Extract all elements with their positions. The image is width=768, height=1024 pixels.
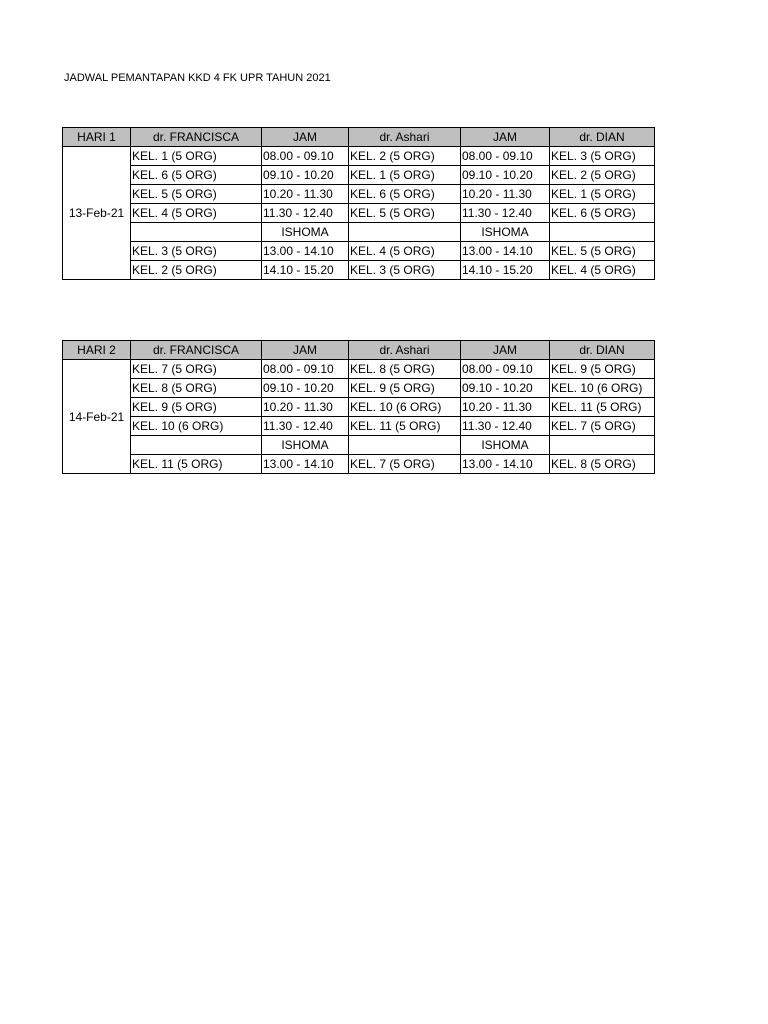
header-time-2: JAM [461,128,550,147]
time-cell: 10.20 - 11.30 [461,398,550,417]
group-cell: KEL. 6 (5 ORG) [550,204,655,223]
group-cell: KEL. 7 (5 ORG) [550,417,655,436]
table-row [63,455,655,474]
header-doctor-1: dr. FRANCISCA [131,128,262,147]
group-cell: KEL. 9 (5 ORG) [349,379,461,398]
empty-cell [131,436,262,455]
break-label: ISHOMA [461,223,550,242]
group-cell: KEL. 3 (5 ORG) [550,147,655,166]
table-row [63,360,655,379]
empty-cell [131,223,262,242]
header-doctor-3: dr. DIAN [550,341,655,360]
group-cell: KEL. 5 (5 ORG) [349,204,461,223]
group-cell: KEL. 5 (5 ORG) [550,242,655,261]
table-row [63,242,655,261]
time-cell: 08.00 - 09.10 [262,147,349,166]
table-row [63,185,655,204]
header-time-2: JAM [461,341,550,360]
header-time-1: JAM [262,341,349,360]
group-cell: KEL. 11 (5 ORG) [550,398,655,417]
time-cell: 10.20 - 11.30 [262,398,349,417]
table-row [63,398,655,417]
group-cell: KEL. 8 (5 ORG) [131,379,262,398]
empty-cell [550,223,655,242]
group-cell: KEL. 4 (5 ORG) [349,242,461,261]
group-cell: KEL. 7 (5 ORG) [349,455,461,474]
group-cell: KEL. 6 (5 ORG) [131,166,262,185]
time-cell: 09.10 - 10.20 [262,379,349,398]
empty-cell [349,223,461,242]
group-cell: KEL. 5 (5 ORG) [131,185,262,204]
group-cell: KEL. 10 (6 ORG) [349,398,461,417]
table-row [63,147,655,166]
table-row [63,261,655,280]
table-row [63,166,655,185]
group-cell: KEL. 11 (5 ORG) [349,417,461,436]
empty-cell [349,436,461,455]
empty-cell [550,436,655,455]
group-cell: KEL. 8 (5 ORG) [550,455,655,474]
time-cell: 13.00 - 14.10 [461,455,550,474]
table-row [63,204,655,223]
time-cell: 11.30 - 12.40 [461,204,550,223]
group-cell: KEL. 7 (5 ORG) [131,360,262,379]
group-cell: KEL. 2 (5 ORG) [349,147,461,166]
header-doctor-3: dr. DIAN [550,128,655,147]
header-doctor-2: dr. Ashari [349,341,461,360]
time-cell: 14.10 - 15.20 [461,261,550,280]
table-row [63,417,655,436]
group-cell: KEL. 10 (6 ORG) [131,417,262,436]
group-cell: KEL. 1 (5 ORG) [550,185,655,204]
group-cell: KEL. 9 (5 ORG) [131,398,262,417]
time-cell: 13.00 - 14.10 [262,455,349,474]
group-cell: KEL. 11 (5 ORG) [131,455,262,474]
time-cell: 08.00 - 09.10 [461,147,550,166]
group-cell: KEL. 4 (5 ORG) [131,204,262,223]
break-label: ISHOMA [461,436,550,455]
date-cell: 14-Feb-21 [63,360,131,474]
group-cell: KEL. 3 (5 ORG) [349,261,461,280]
break-label: ISHOMA [262,436,349,455]
header-doctor-1: dr. FRANCISCA [131,341,262,360]
group-cell: KEL. 2 (5 ORG) [131,261,262,280]
time-cell: 11.30 - 12.40 [262,417,349,436]
time-cell: 09.10 - 10.20 [461,166,550,185]
time-cell: 10.20 - 11.30 [262,185,349,204]
table-header-row [63,341,655,360]
group-cell: KEL. 1 (5 ORG) [131,147,262,166]
group-cell: KEL. 2 (5 ORG) [550,166,655,185]
group-cell: KEL. 6 (5 ORG) [349,185,461,204]
break-label: ISHOMA [262,223,349,242]
group-cell: KEL. 10 (6 ORG) [550,379,655,398]
header-day: HARI 1 [63,128,131,147]
time-cell: 13.00 - 14.10 [461,242,550,261]
time-cell: 10.20 - 11.30 [461,185,550,204]
time-cell: 08.00 - 09.10 [461,360,550,379]
time-cell: 13.00 - 14.10 [262,242,349,261]
schedule-table-day-1 [62,127,655,280]
group-cell: KEL. 1 (5 ORG) [349,166,461,185]
header-doctor-2: dr. Ashari [349,128,461,147]
schedule-table-day-2 [62,340,655,474]
header-time-1: JAM [262,128,349,147]
time-cell: 09.10 - 10.20 [461,379,550,398]
time-cell: 14.10 - 15.20 [262,261,349,280]
time-cell: 11.30 - 12.40 [262,204,349,223]
table-header-row [63,128,655,147]
group-cell: KEL. 4 (5 ORG) [550,261,655,280]
time-cell: 08.00 - 09.10 [262,360,349,379]
group-cell: KEL. 3 (5 ORG) [131,242,262,261]
time-cell: 11.30 - 12.40 [461,417,550,436]
group-cell: KEL. 9 (5 ORG) [550,360,655,379]
document-title: JADWAL PEMANTAPAN KKD 4 FK UPR TAHUN 2021 [64,72,331,84]
date-cell: 13-Feb-21 [63,147,131,280]
table-row [63,379,655,398]
table-row [63,436,655,455]
header-day: HARI 2 [63,341,131,360]
table-row [63,223,655,242]
time-cell: 09.10 - 10.20 [262,166,349,185]
group-cell: KEL. 8 (5 ORG) [349,360,461,379]
